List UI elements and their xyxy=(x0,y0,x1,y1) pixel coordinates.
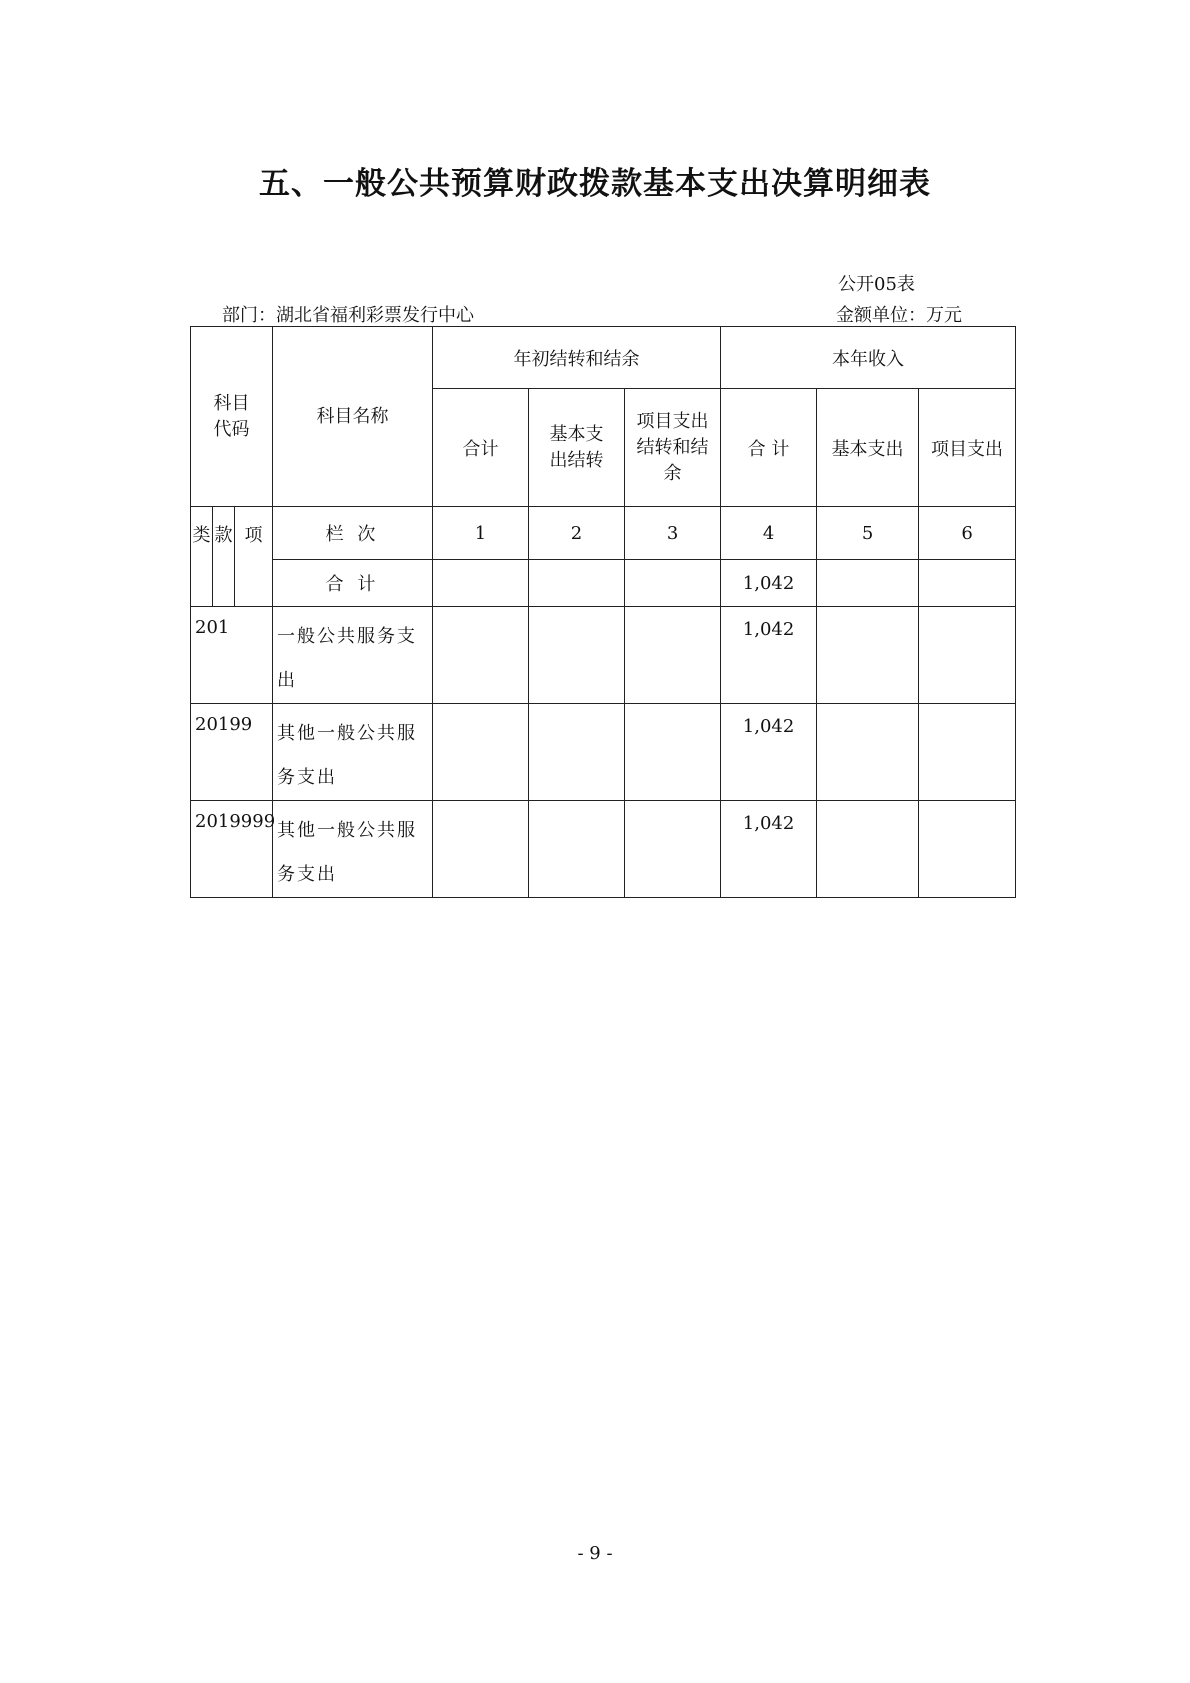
col-number-6: 6 xyxy=(919,507,1016,560)
page-number: - 9 - xyxy=(577,1543,613,1564)
col-number-3: 3 xyxy=(625,507,721,560)
total-cell-1 xyxy=(433,560,529,607)
header-name: 科目名称 xyxy=(273,327,433,507)
header-income-basic: 基本支出 xyxy=(817,389,919,507)
row-cell-6 xyxy=(919,801,1016,898)
header-kuan: 款 xyxy=(213,507,235,607)
table-row xyxy=(191,607,1016,704)
row-cell-1 xyxy=(433,607,529,704)
form-number: 公开05表 xyxy=(838,274,915,295)
column-order-row xyxy=(191,507,1016,560)
col-number-2: 2 xyxy=(529,507,625,560)
col-number-5: 5 xyxy=(817,507,919,560)
row-name: 一般公共服务支出 xyxy=(273,607,433,704)
header-income-project: 项目支出 xyxy=(919,389,1016,507)
total-row xyxy=(191,560,1016,607)
total-cell-5 xyxy=(817,560,919,607)
row-code: 2019999 xyxy=(191,801,273,898)
header-xiang: 项 xyxy=(235,507,273,607)
row-cell-1 xyxy=(433,704,529,801)
row-cell-3 xyxy=(625,801,721,898)
expenditure-detail-table xyxy=(190,326,1016,898)
row-cell-6 xyxy=(919,607,1016,704)
page-title: 五、一般公共预算财政拨款基本支出决算明细表 xyxy=(259,166,931,202)
header-row-1 xyxy=(191,327,1016,389)
row-name: 其他一般公共服务支出 xyxy=(273,704,433,801)
header-income-total: 合 计 xyxy=(721,389,817,507)
row-cell-5 xyxy=(817,607,919,704)
total-label: 合 计 xyxy=(273,560,433,607)
row-code: 201 xyxy=(191,607,273,704)
header-lei: 类 xyxy=(191,507,213,607)
col-number-1: 1 xyxy=(433,507,529,560)
header-carry-basic: 基本支出结转 xyxy=(529,389,625,507)
header-carry-total: 合计 xyxy=(433,389,529,507)
row-cell-5 xyxy=(817,801,919,898)
row-cell-1 xyxy=(433,801,529,898)
row-cell-6 xyxy=(919,704,1016,801)
total-cell-6 xyxy=(919,560,1016,607)
row-cell-2 xyxy=(529,704,625,801)
row-name: 其他一般公共服务支出 xyxy=(273,801,433,898)
header-group-carry: 年初结转和结余 xyxy=(433,327,721,389)
total-cell-2 xyxy=(529,560,625,607)
col-number-4: 4 xyxy=(721,507,817,560)
row-cell-2 xyxy=(529,607,625,704)
row-cell-3 xyxy=(625,704,721,801)
row-code: 20199 xyxy=(191,704,273,801)
row-cell-4: 1,042 xyxy=(721,607,817,704)
table-row xyxy=(191,801,1016,898)
row-cell-2 xyxy=(529,801,625,898)
table-row xyxy=(191,704,1016,801)
total-cell-3 xyxy=(625,560,721,607)
row-cell-3 xyxy=(625,607,721,704)
row-cell-4: 1,042 xyxy=(721,801,817,898)
row-cell-5 xyxy=(817,704,919,801)
amount-unit-label: 金额单位：万元 xyxy=(836,305,962,326)
department-label: 部门：湖北省福利彩票发行中心 xyxy=(222,305,474,326)
row-cell-4: 1,042 xyxy=(721,704,817,801)
header-code: 科目代码 xyxy=(191,327,273,507)
column-order-label: 栏 次 xyxy=(273,507,433,560)
header-carry-project: 项目支出结转和结余 xyxy=(625,389,721,507)
header-group-income: 本年收入 xyxy=(721,327,1016,389)
total-cell-4: 1,042 xyxy=(721,560,817,607)
